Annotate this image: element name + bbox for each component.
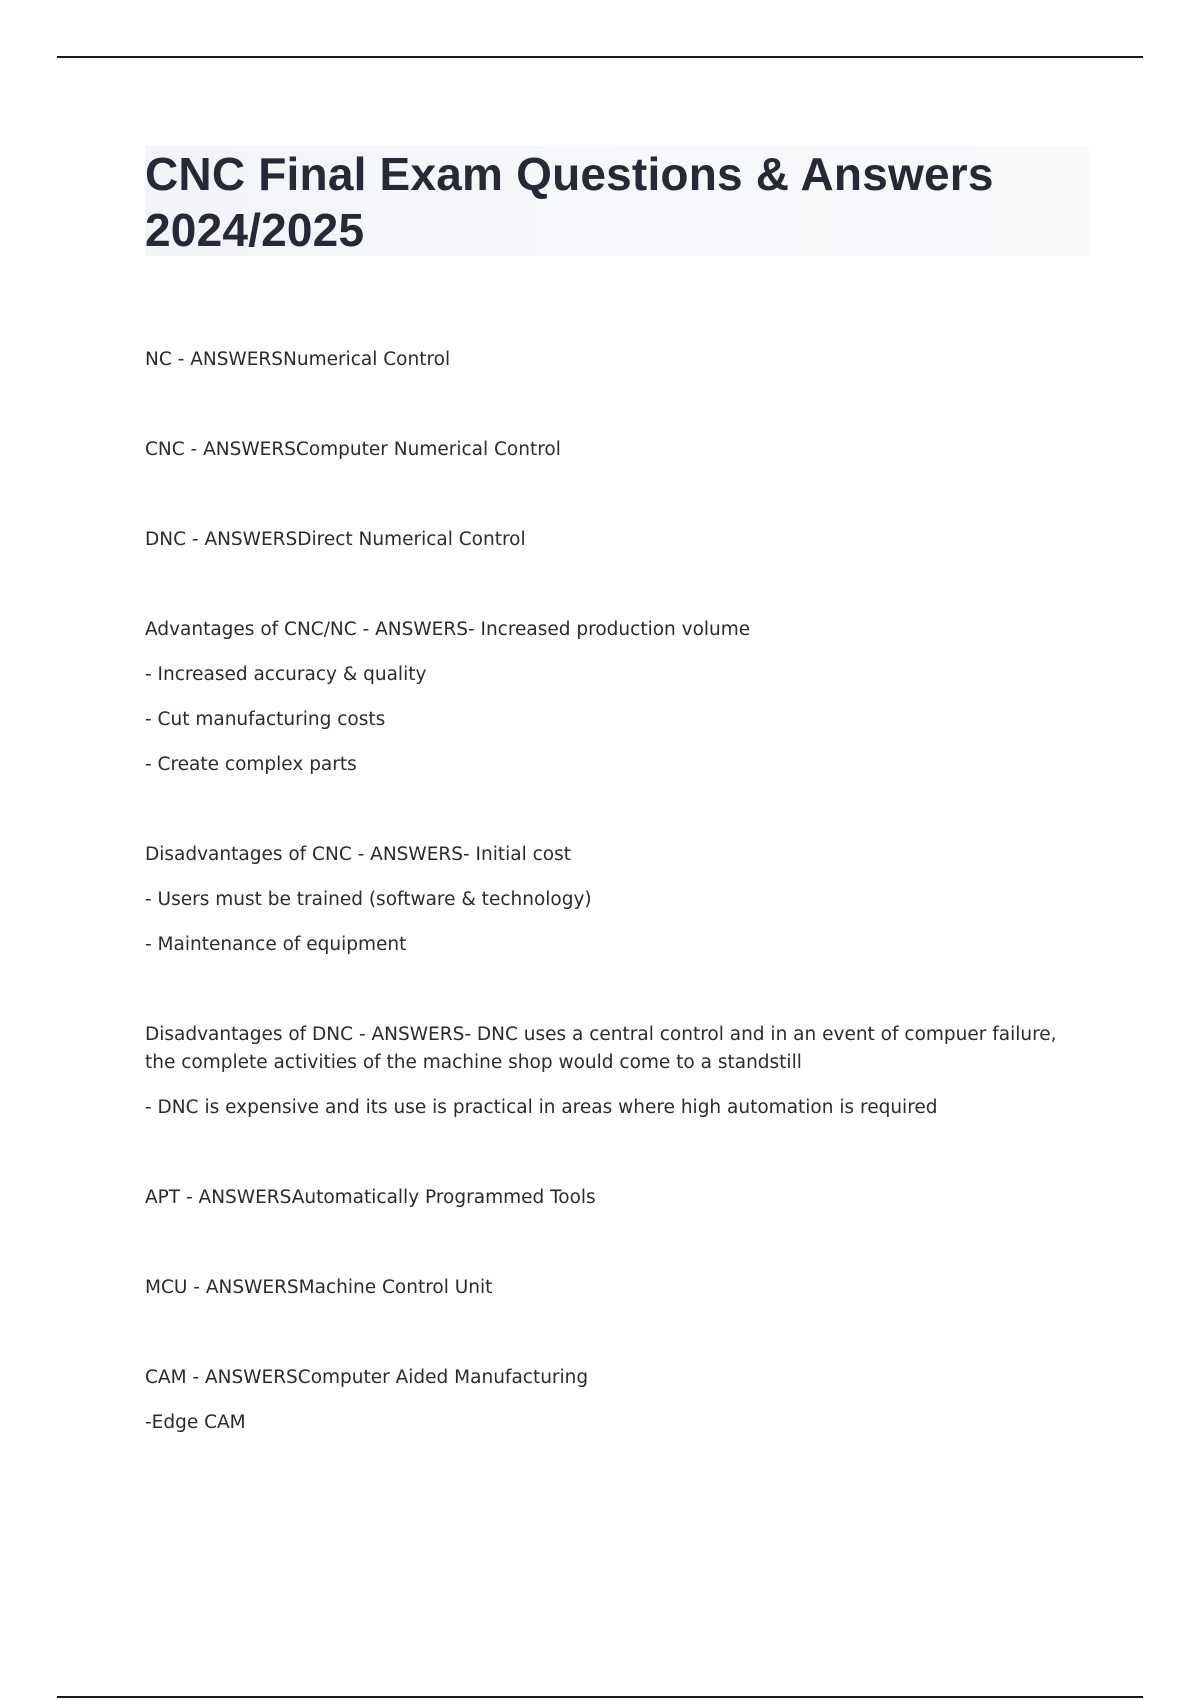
qa-line: DNC - ANSWERSDirect Numerical Control — [145, 529, 526, 550]
qa-line: - Increased accuracy & quality — [145, 664, 427, 685]
qa-line: APT - ANSWERSAutomatically Programmed Tools — [145, 1187, 596, 1208]
qa-line: CNC - ANSWERSComputer Numerical Control — [145, 439, 561, 460]
qa-line: Disadvantages of DNC - ANSWERS- DNC uses a central control and in an event of compuer failure, the complete activities of the machine shop would come to a standstill — [145, 1024, 1057, 1073]
qa-entry-cam — [145, 1364, 1085, 1437]
qa-entry-dnc — [145, 526, 1085, 554]
qa-line: - Users must be trained (software & technology) — [145, 889, 592, 910]
qa-entry-advantages-cnc-nc — [145, 616, 1085, 779]
qa-line: Disadvantages of CNC - ANSWERS- Initial cost — [145, 844, 571, 865]
qa-line: NC - ANSWERSNumerical Control — [145, 349, 451, 370]
qa-entry-nc — [145, 346, 1085, 374]
qa-line: - Create complex parts — [145, 754, 357, 775]
qa-entry-disadvantages-dnc — [145, 1021, 1085, 1122]
qa-line: - Cut manufacturing costs — [145, 709, 386, 730]
bottom-rule — [57, 1696, 1143, 1698]
qa-line: - Maintenance of equipment — [145, 934, 407, 955]
qa-line: - DNC is expensive and its use is practical in areas where high automation is required — [145, 1097, 938, 1118]
qa-line: Advantages of CNC/NC - ANSWERS- Increased production volume — [145, 619, 751, 640]
document-title: CNC Final Exam Questions & Answers 2024/2025 — [145, 148, 994, 256]
qa-line: CAM - ANSWERSComputer Aided Manufacturing — [145, 1367, 589, 1388]
top-rule — [57, 56, 1143, 58]
qa-entry-cnc — [145, 436, 1085, 464]
qa-entry-disadvantages-cnc — [145, 841, 1085, 959]
qa-line: MCU - ANSWERSMachine Control Unit — [145, 1277, 493, 1298]
qa-entry-mcu — [145, 1274, 1085, 1302]
qa-list — [145, 346, 1085, 1499]
qa-entry-apt — [145, 1184, 1085, 1212]
qa-line: -Edge CAM — [145, 1412, 246, 1433]
title-block — [145, 146, 1089, 256]
